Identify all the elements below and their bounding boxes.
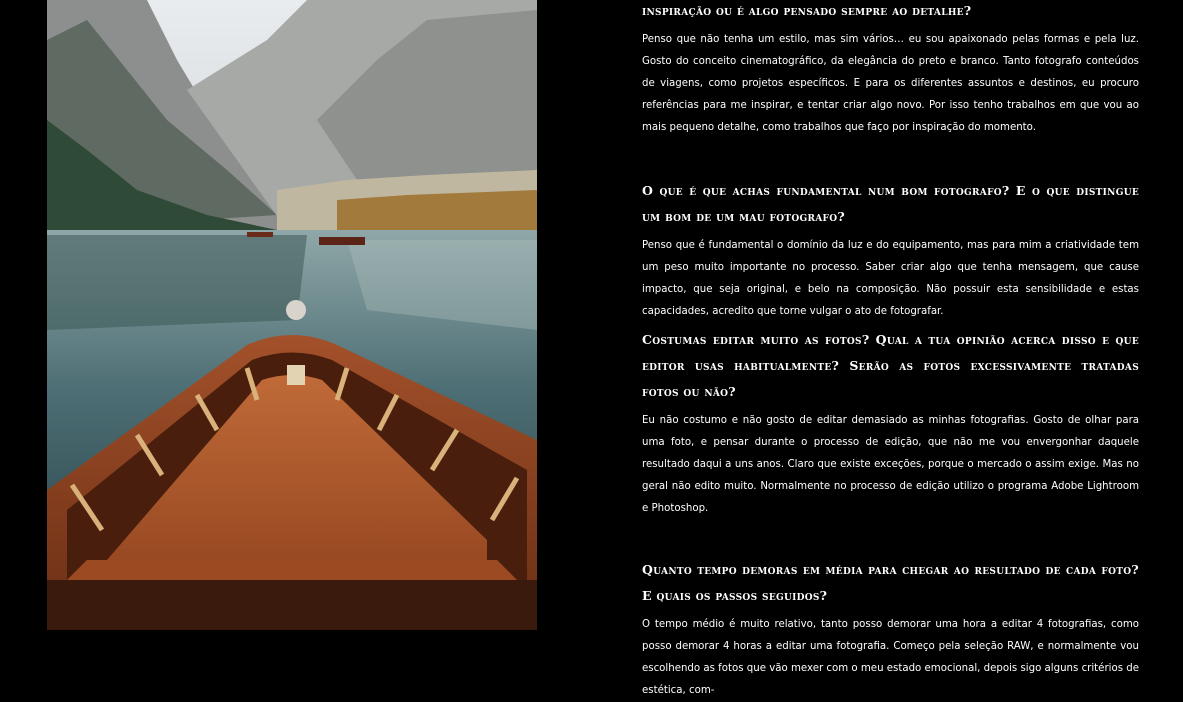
- question-heading-4: Quanto tempo demoras em média para chegar ao resultado de cada foto? E quais os passos seguidos?: [642, 562, 1139, 603]
- answer-paragraph-2: Penso que é fundamental o domínio da luz e do equipamento, mas para mim a criatividade tem um peso muito importante no processo. Saber criar algo que tenha mensagem, que cause impacto, que seja original, e belo na composição. Não possuir esta sensibilidade e estas capacidades, acredito que torne vulgar o ato de fotografar.: [642, 240, 1139, 317]
- answer-paragraph-3: Eu não costumo e não gosto de editar demasiado as minhas fotografias. Gosto de olhar para uma foto, e pensar durante o processo de edição, que não me vou envergonhar daquele resultado daqui a uns anos. Claro que existe exceções, porque o mercado o assim exige. Mas no geral não edito muito. Normalmente no processo de edição utilizo o programa Adobe Lightroom e Photoshop.: [642, 415, 1139, 514]
- question-heading-1: inspiração ou é algo pensado sempre ao detalhe?: [642, 3, 972, 18]
- section-spacer: [642, 139, 1139, 178]
- question-heading-2: O que é que achas fundamental num bom fotografo? E o que distingue um bom de um mau fotografo?: [642, 183, 1139, 224]
- section-spacer: [642, 520, 1139, 557]
- answer-paragraph-4: O tempo médio é muito relativo, tanto posso demorar uma hora a editar 4 fotografias, como posso demorar 4 horas a editar uma fotografia. Começo pela seleção RAW, e normalmente vou escolhendo as fotos que vão mexer com o meu estado emocional, depois sigo alguns critérios de estética, com-: [642, 619, 1139, 696]
- question-heading-3: Costumas editar muito as fotos? Qual a tua opinião acerca disso e que editor usas habitualmente? Serão as fotos excessivamente tratadas fotos ou não?: [642, 332, 1139, 399]
- article-photo: [47, 0, 537, 630]
- interview-article: [642, 0, 1139, 702]
- boat-lake-illustration: [47, 0, 537, 630]
- answer-paragraph-1: Penso que não tenha um estilo, mas sim vários… eu sou apaixonado pelas formas e pela luz. Gosto do conceito cinematográfico, da elegância do preto e branco. Tanto fotografo conteúdos de viagens, como projetos específicos. E para os diferentes assuntos e destinos, eu procuro referências para me inspirar, e tentar criar algo novo. Por isso tenho trabalhos em que vou ao mais pequeno detalhe, como trabalhos que faço por inspiração do momento.: [642, 34, 1139, 133]
